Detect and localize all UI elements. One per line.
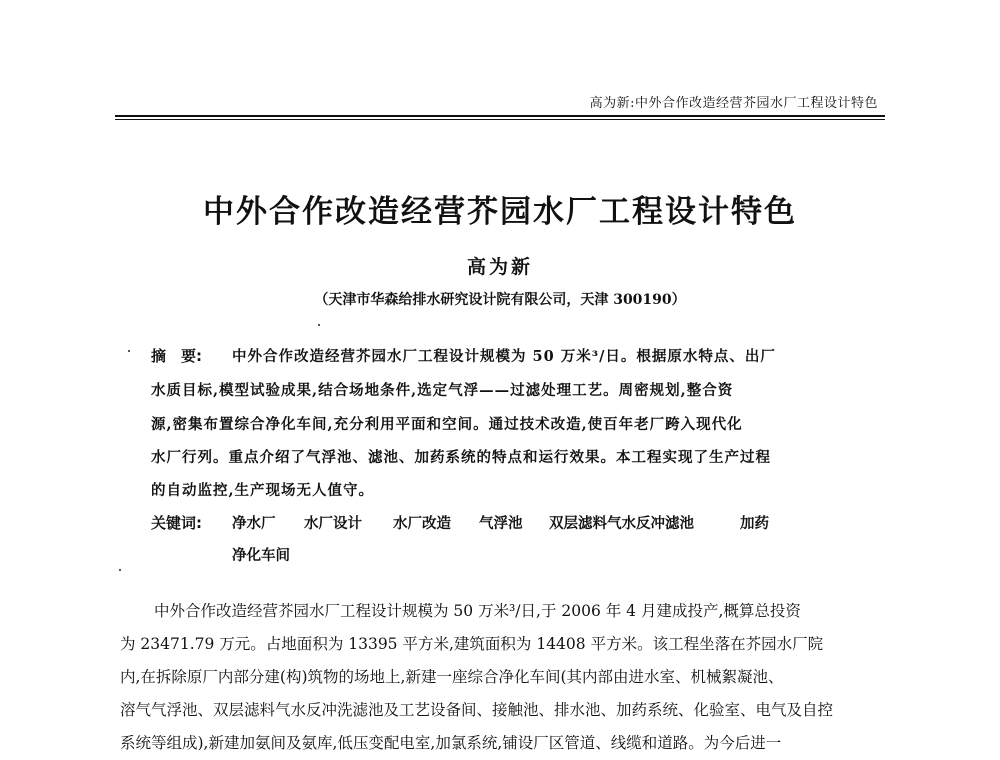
keyword: 水厂改造 [393, 515, 451, 532]
keyword: 净化车间 [232, 547, 290, 564]
keyword: 双层滤料气水反冲滤池 [549, 515, 694, 532]
affiliation: （天津市华森给排水研究设计院有限公司，天津 300190） [314, 292, 686, 308]
body-line: 中外合作改造经营芥园水厂工程设计规模为 50 万米³/日,于 2006 年 4 月建成投产,概算总投资 [154, 602, 801, 620]
scan-speck [119, 569, 121, 571]
author-name: 高为新 [466, 256, 533, 278]
abstract-line: 中外合作改造经营芥园水厂工程设计规模为 50 万米³/日。根据原水特点、出厂 [232, 348, 776, 365]
header-rule [115, 115, 885, 117]
abstract-line: 源,密集布置综合净化车间,充分利用平面和空间。通过技术改造,使百年老厂跨入现代化 [151, 416, 743, 433]
header-rule-thin [115, 119, 885, 120]
abstract-line: 水厂行列。重点介绍了气浮池、滤池、加药系统的特点和运行效果。本工程实现了生产过程 [151, 449, 771, 466]
keyword: 加药 [740, 515, 769, 532]
scan-speck [128, 350, 130, 352]
keyword: 气浮池 [479, 515, 523, 532]
keywords-label: 关键词: [151, 514, 202, 532]
keyword: 净水厂 [232, 515, 276, 532]
running-header: 高为新:中外合作改造经营芥园水厂工程设计特色 [589, 96, 878, 111]
body-line: 为 23471.79 万元。占地面积为 13395 平方米,建筑面积为 14408 平方米。该工程坐落在芥园水厂院 [120, 635, 824, 653]
body-line: 溶气气浮池、双层滤料气水反冲洗滤池及工艺设备间、接触池、排水池、加药系统、化验室、电气及自控 [120, 701, 834, 719]
abstract-line: 的自动监控,生产现场无人值守。 [151, 482, 375, 499]
keyword: 水厂设计 [304, 515, 362, 532]
abstract-line: 水质目标,模型试验成果,结合场地条件,选定气浮——过滤处理工艺。周密规划,整合资 [151, 382, 734, 399]
paper-title: 中外合作改造经营芥园水厂工程设计特色 [203, 194, 797, 230]
scan-speck [318, 324, 320, 326]
body-line: 系统等组成),新建加氨间及氨库,低压变配电室,加氯系统,铺设厂区管道、线缆和道路。为今后进一 [120, 734, 782, 752]
body-line: 内,在拆除原厂内部分建(构)筑物的场地上,新建一座综合净化车间(其内部由进水室、机械絮凝池、 [120, 668, 784, 686]
abstract-label: 摘 要: [151, 347, 202, 365]
